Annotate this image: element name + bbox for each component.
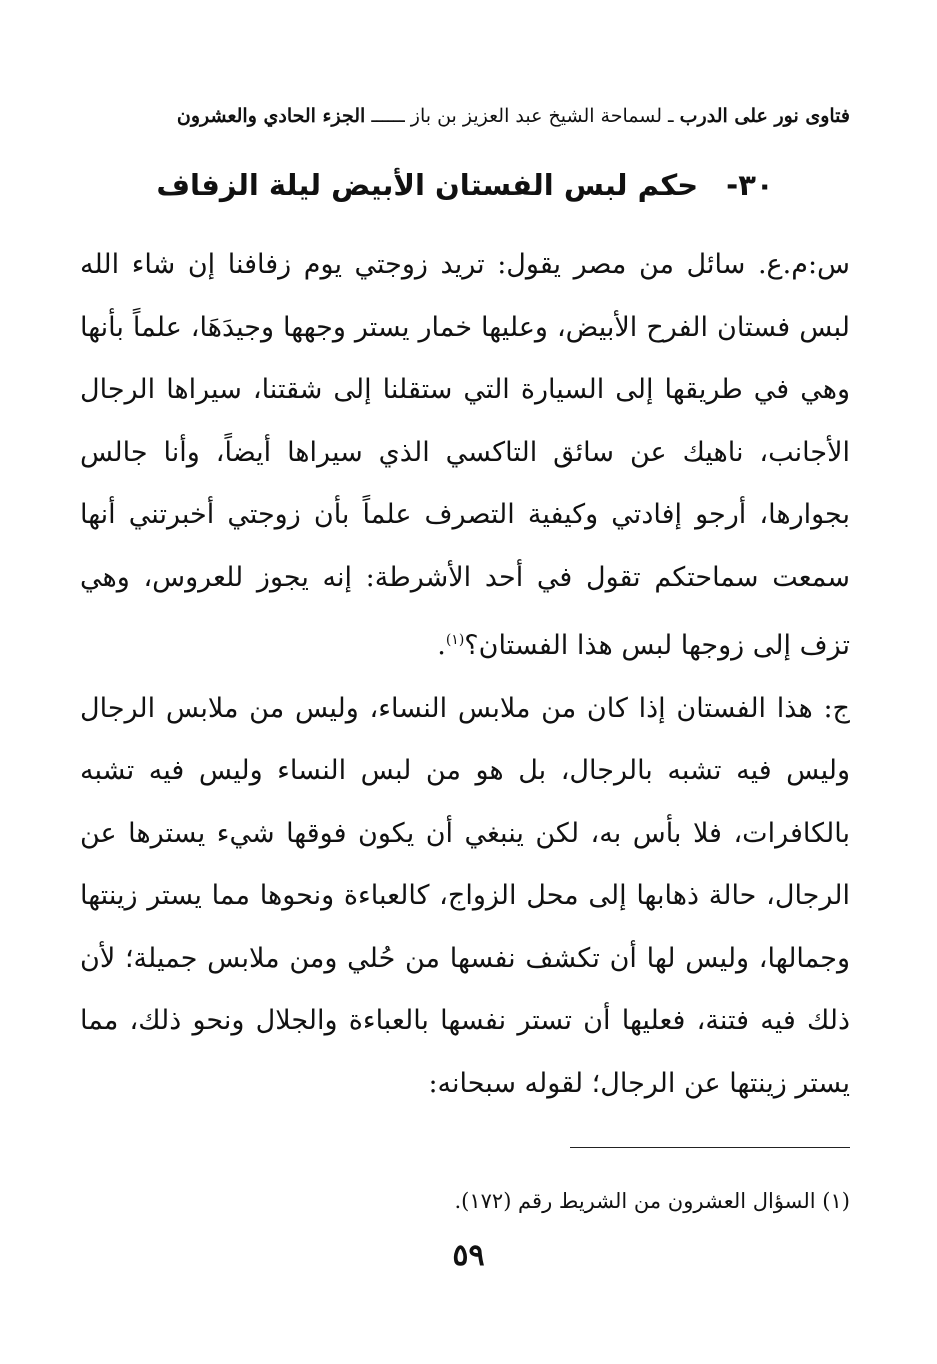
volume-label: الجزء الحادي والعشرون bbox=[176, 105, 366, 127]
page-number: ٥٩ bbox=[452, 1238, 485, 1273]
section-heading bbox=[80, 165, 850, 205]
answer-paragraph: ج: هذا الفستان إذا كان من ملابس النساء، وليس من ملابس الرجال وليس فيه تشبه بالرجال، بل هو من لبس النساء وليس فيه تشبه بالكافرات، فلا بأس به، لكن ينبغي أن يكون فوقها شيء يسترها عن الرجال، حالة ذهابها إلى محل الزواج، كالعباءة ونحوها مما يستر زينتها وجمالها، وليس لها أن تكشف نفسها من حُلي ومن ملابس جميلة؛ لأن ذلك فيه فتنة، فعليها أن تستر نفسها بالعباءة والجلال ونحو ذلك، مما يستر زينتها عن الرجال؛ لقوله سبحانه: bbox=[80, 692, 850, 1099]
footnote: (١) السؤال العشرون من الشريط رقم (١٧٢). bbox=[454, 1189, 850, 1213]
question-paragraph bbox=[80, 234, 850, 678]
section-title: حكم لبس الفستان الأبيض ليلة الزفاف bbox=[156, 168, 699, 202]
footnote-separator bbox=[570, 1147, 850, 1148]
section-number: ٣٠- bbox=[726, 168, 774, 202]
question-end: . bbox=[437, 630, 446, 661]
page-body bbox=[80, 234, 850, 1115]
footnote-marker: (١) bbox=[445, 632, 465, 648]
question-text: س:م.ع. سائل من مصر يقول: تريد زوجتي يوم زفافنا إن شاء الله لبس فستان الفرح الأبيض، وعليها خمار يستر وجهها وجيدَهَا، علماً بأنها وهي في طريقها إلى السيارة التي ستقلنا إلى شقتنا، سيراها الرجال الأجانب، ناهيك عن سائق التاكسي الذي سيراها أيضاً، وأنا جالس بجوارها، أرجو إفادتي وكيفية التصرف علماً بأن زوجتي أخبرتني أنها سمعت سماحتكم تقول في أحد الأشرطة: إنه يجوز للعروس، وهي تزف إلى زوجها لبس هذا الفستان؟ bbox=[80, 249, 850, 661]
running-header bbox=[80, 103, 850, 129]
book-title: فتاوى نور على الدرب bbox=[679, 105, 850, 127]
author-line: ـ لسماحة الشيخ عبد العزيز بن باز ــــــ bbox=[371, 105, 674, 127]
